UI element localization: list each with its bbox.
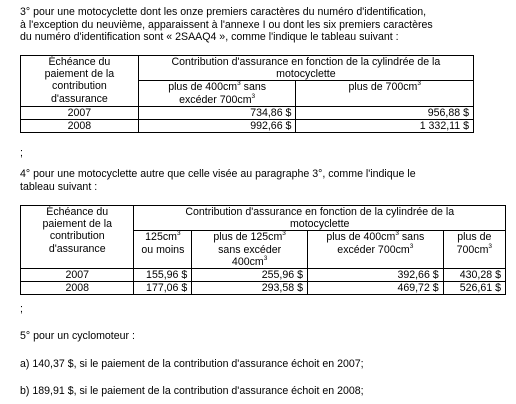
value-cell: 255,96 $ xyxy=(192,268,308,281)
subheader-text: sans xyxy=(240,81,267,94)
header-text: motocyclette xyxy=(276,68,336,81)
superscript: 3 xyxy=(282,230,286,238)
item-b: b) 189,91 $, si le paiement de la contribution d'assurance échoit en 2008; xyxy=(20,385,364,397)
year-cell: 2008 xyxy=(21,119,139,132)
header-text: d'assurance xyxy=(51,92,108,105)
header-text: Échéance du xyxy=(46,206,109,218)
header-text: contribution xyxy=(52,80,107,93)
subheader-400-700 xyxy=(138,81,296,106)
semicolon: ; xyxy=(20,147,23,159)
subheader-700-plus xyxy=(443,231,505,269)
header-text: Contribution d'assurance en fonction de la cylindrée de la xyxy=(171,56,441,68)
header-echeance xyxy=(21,56,139,107)
value-cell: 392,66 $ xyxy=(307,268,443,281)
paragraph-3-line: 3° pour une motocyclette dont les onze premiers caractères du numéro d'identification, xyxy=(20,6,427,18)
superscript: 3 xyxy=(488,242,493,250)
header-echeance xyxy=(21,206,134,269)
subheader-125-400 xyxy=(192,231,308,269)
subheader-text: plus de 400cm xyxy=(168,81,238,94)
header-text: Contribution d'assurance en fonction de la cylindrée de la xyxy=(185,206,455,218)
year-cell: 2008 xyxy=(21,282,134,295)
paragraph-4-line: tableau suivant : xyxy=(20,180,98,193)
subheader-text: sans xyxy=(398,231,425,244)
header-text: motocyclette xyxy=(289,218,350,231)
header-text: contribution xyxy=(49,230,105,243)
header-text: Échéance du xyxy=(48,56,111,68)
subheader-text: 125cm xyxy=(145,231,177,244)
header-text: paiement de la xyxy=(44,68,115,81)
paragraph-3-line: du numéro d'identification sont « 2SAAQ4 », comme l'indique le tableau suivant : xyxy=(20,31,399,43)
subheader-text: excéder 700cm xyxy=(179,93,252,106)
paragraph-3-line: à l'exception du neuvième, apparaissent à l'annexe I ou dont les six premiers caractères xyxy=(20,18,433,31)
year-cell: 2007 xyxy=(21,106,139,119)
table-row xyxy=(21,106,474,119)
table-row xyxy=(21,282,506,295)
superscript: 3 xyxy=(395,230,399,238)
value-cell: 177,06 $ xyxy=(134,282,192,295)
subheader-text: ou moins xyxy=(141,243,185,256)
paragraph-3 xyxy=(20,6,510,44)
table-motocyclette-autre xyxy=(20,205,506,295)
superscript: 3 xyxy=(237,80,241,88)
subheader-700-plus xyxy=(296,81,474,106)
value-cell: 1 332,11 $ xyxy=(296,119,474,132)
value-cell: 992,66 $ xyxy=(138,119,296,132)
table-row xyxy=(21,119,474,132)
value-cell: 469,72 $ xyxy=(307,282,443,295)
paragraph-5: 5° pour un cyclomoteur : xyxy=(20,330,135,342)
subheader-text: 700cm xyxy=(456,243,489,256)
subheader-text: plus de 400cm xyxy=(326,231,396,244)
value-cell: 430,28 $ xyxy=(443,268,505,281)
superscript: 3 xyxy=(176,230,181,238)
item-a: a) 140,37 $, si le paiement de la contribution d'assurance échoit en 2007; xyxy=(20,358,364,370)
header-text: paiement de la xyxy=(42,218,112,231)
value-cell: 293,58 $ xyxy=(192,282,308,295)
header-contribution xyxy=(134,206,506,231)
header-contribution xyxy=(138,56,473,81)
paragraph-4-line: 4° pour une motocyclette autre que celle visée au paragraphe 3°, comme l'indique le xyxy=(20,168,416,180)
value-cell: 155,96 $ xyxy=(134,268,192,281)
superscript: 3 xyxy=(417,80,421,88)
value-cell: 734,86 $ xyxy=(138,106,296,119)
table-motocyclette-annexe xyxy=(20,55,474,133)
subheader-text: 400cm xyxy=(231,255,264,268)
header-text: d'assurance xyxy=(48,242,106,255)
value-cell: 526,61 $ xyxy=(443,282,505,295)
paragraph-4 xyxy=(20,168,510,193)
superscript: 3 xyxy=(251,92,256,100)
subheader-text: plus de xyxy=(457,231,492,244)
superscript: 3 xyxy=(263,254,268,262)
year-cell: 2007 xyxy=(21,268,134,281)
subheader-400-700 xyxy=(307,231,443,269)
subheader-125-moins xyxy=(134,231,192,269)
subheader-text: plus de 700cm xyxy=(348,81,418,94)
superscript: 3 xyxy=(409,242,414,250)
semicolon: ; xyxy=(20,303,23,315)
subheader-text: excéder 700cm xyxy=(337,243,410,256)
subheader-text: sans excéder xyxy=(218,243,282,256)
subheader-text: plus de 125cm xyxy=(213,231,283,244)
table-row xyxy=(21,268,506,281)
value-cell: 956,88 $ xyxy=(296,106,474,119)
